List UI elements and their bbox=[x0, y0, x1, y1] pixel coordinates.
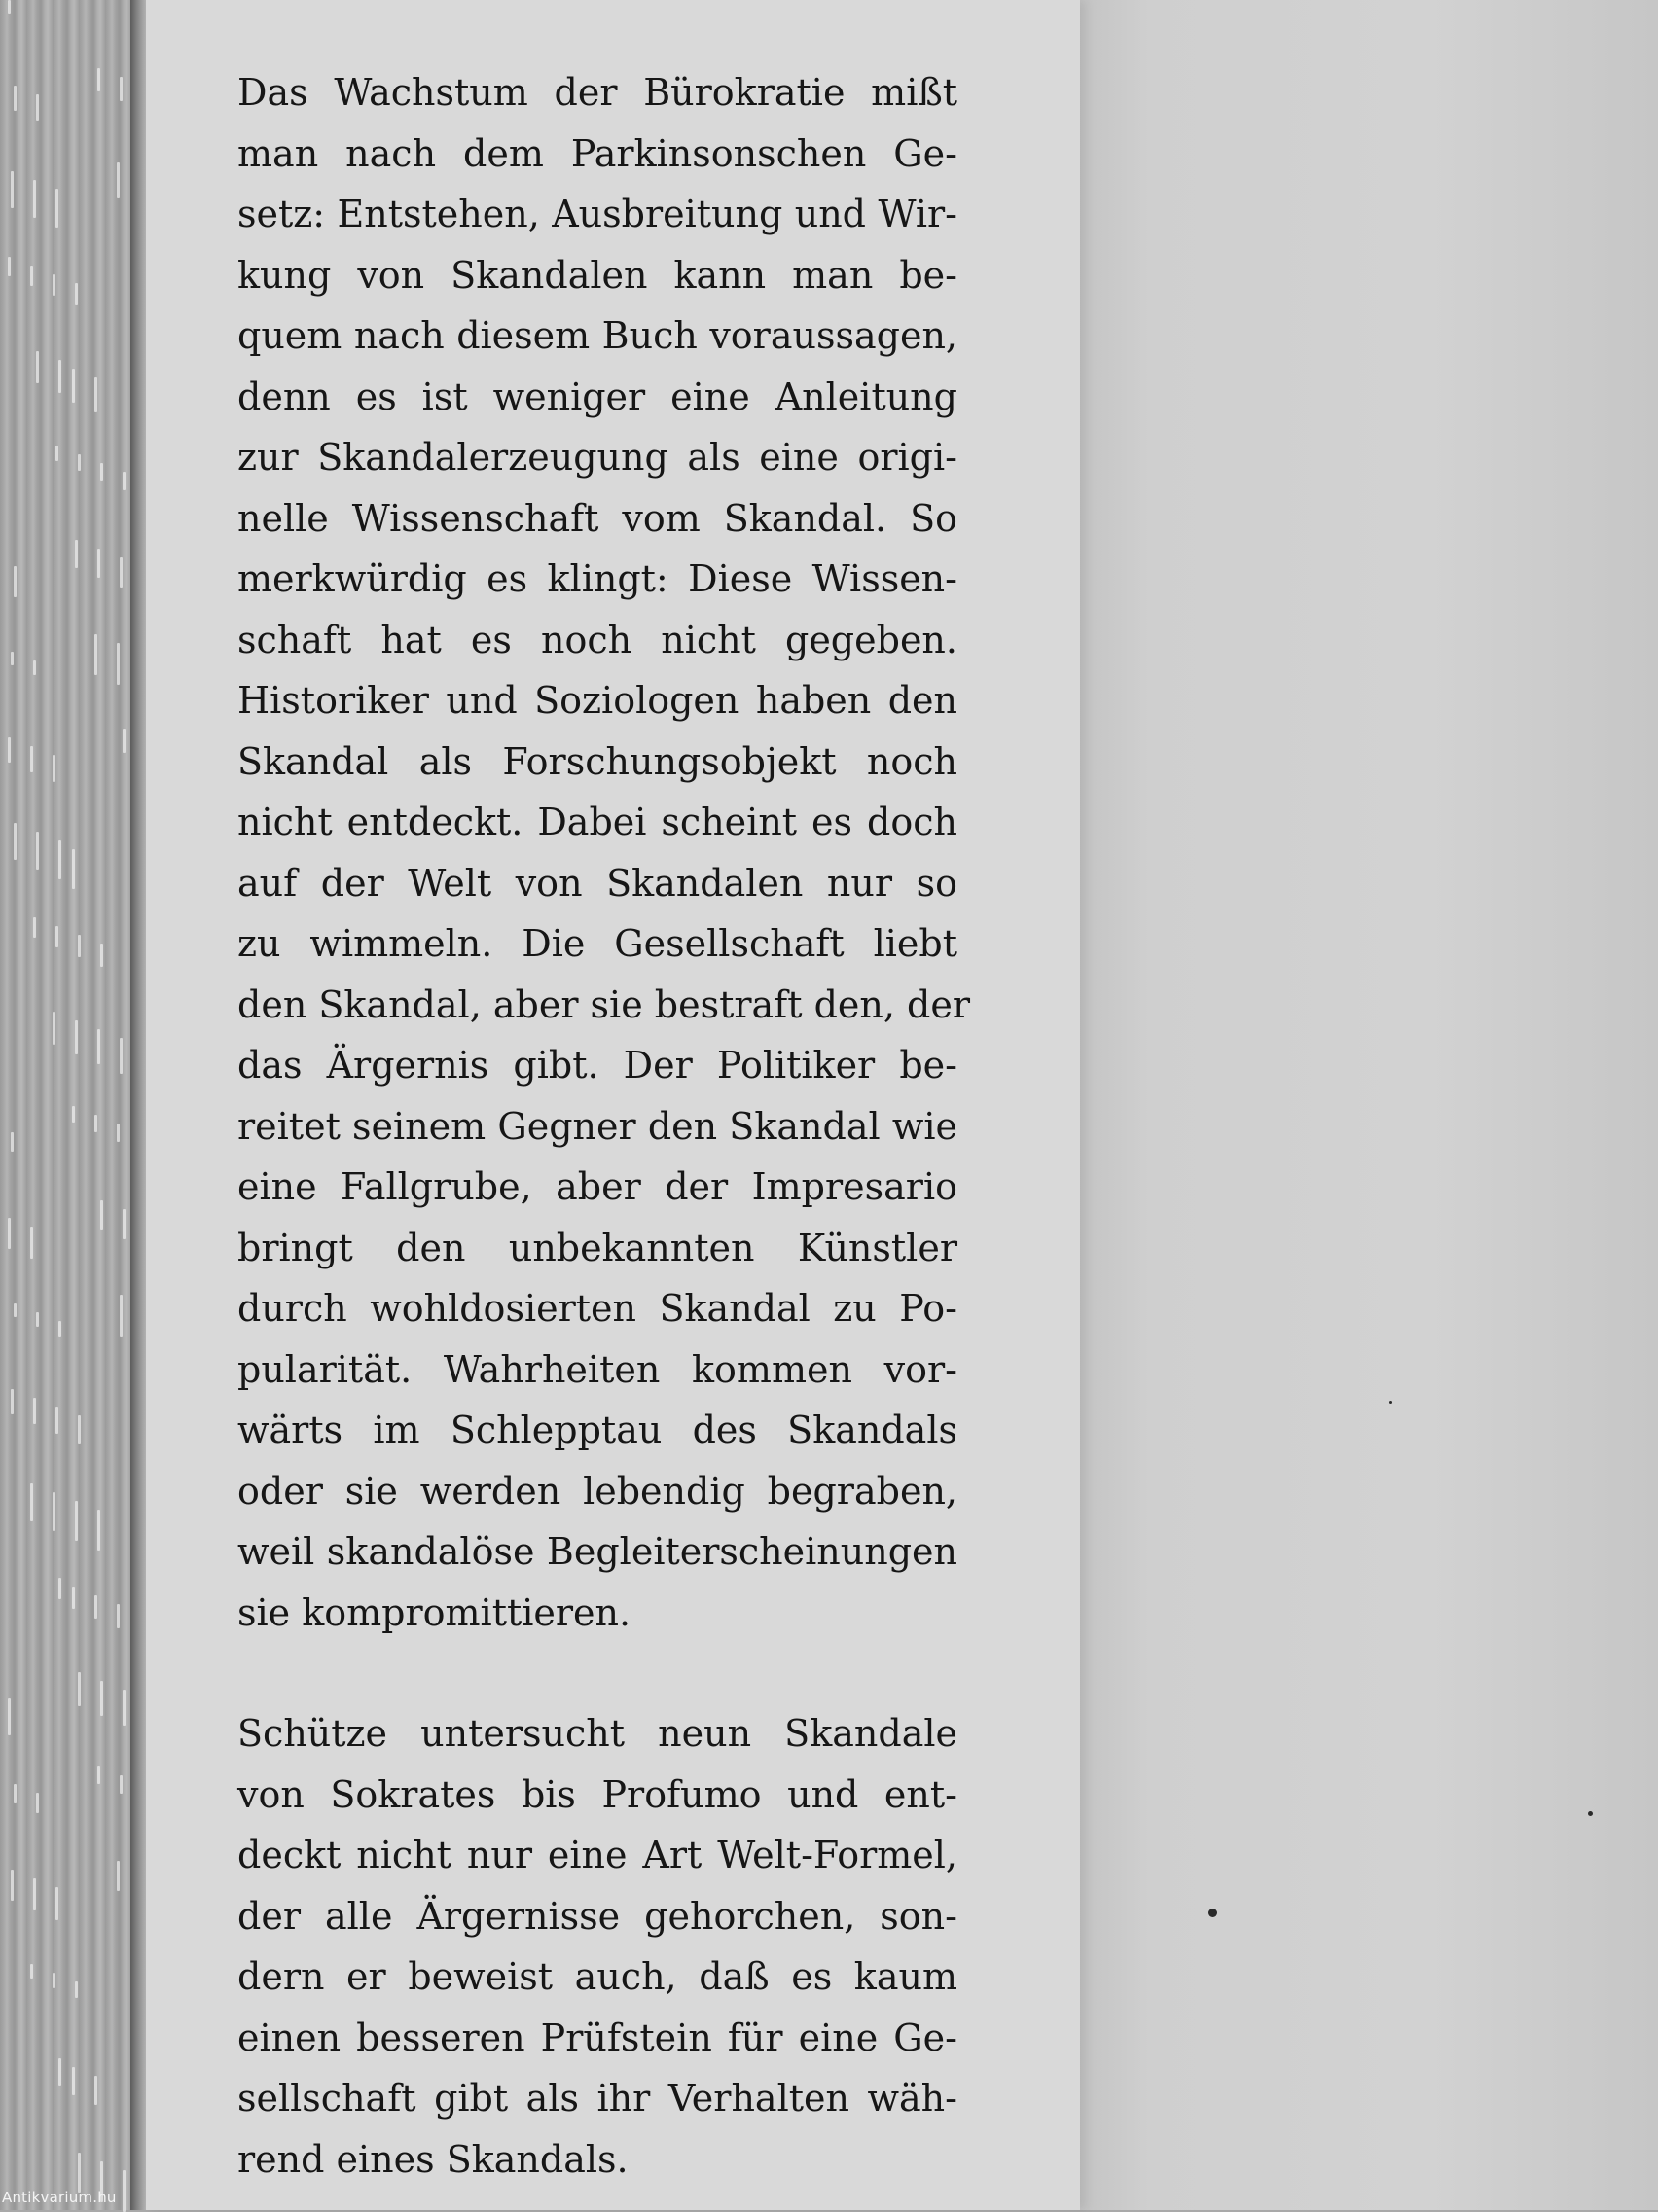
grain-speck bbox=[120, 1295, 123, 1337]
text-line: pularität. Wahrheiten kommen vor- bbox=[237, 1347, 957, 1391]
grain-speck bbox=[117, 1861, 120, 1891]
grain-speck bbox=[58, 840, 61, 879]
text-line: das Ärgernis gibt. Der Politiker be- bbox=[237, 1044, 957, 1087]
grain-speck bbox=[14, 566, 17, 597]
text-line: den Skandal, aber sie bestraft den, der bbox=[237, 982, 971, 1026]
text-line: kung von Skandalen kann man be- bbox=[237, 253, 957, 297]
grain-speck bbox=[33, 180, 36, 218]
grain-speck bbox=[78, 935, 81, 957]
grain-speck bbox=[14, 86, 17, 111]
watermark: Antikvarium.hu bbox=[2, 2189, 117, 2206]
text-line: wärts im Schlepptau des Skandals bbox=[237, 1409, 957, 1451]
text-line: dern er beweist auch, daß es kaum bbox=[237, 1955, 957, 1998]
text-line: zu wimmeln. Die Gesellschaft liebt bbox=[237, 922, 957, 965]
grain-speck bbox=[30, 266, 33, 286]
grain-speck bbox=[75, 1501, 78, 1541]
grain-speck bbox=[33, 1398, 36, 1424]
grain-speck bbox=[123, 1209, 126, 1239]
grain-speck bbox=[58, 1321, 61, 1337]
text-line: nelle Wissenschaft vom Skandal. So bbox=[237, 496, 957, 540]
grain-speck bbox=[55, 1887, 58, 1920]
grain-speck bbox=[75, 1981, 78, 1998]
grain-speck bbox=[120, 1038, 123, 1074]
grain-speck bbox=[78, 1415, 81, 1444]
grain-speck bbox=[72, 1587, 75, 1609]
grain-speck bbox=[36, 1793, 39, 1813]
paper-speck bbox=[1208, 1909, 1217, 1917]
grain-speck bbox=[8, 1218, 11, 1249]
grain-speck bbox=[30, 1964, 33, 1979]
text-line: Das Wachstum der Bürokratie mißt bbox=[237, 71, 957, 114]
grain-speck bbox=[94, 1595, 97, 1619]
grain-speck bbox=[120, 1775, 123, 1794]
text-line: man nach dem Parkinsonschen Ge- bbox=[237, 131, 957, 175]
grain-speck bbox=[100, 1200, 103, 1230]
grain-speck bbox=[36, 94, 39, 121]
text-line: Schütze untersucht neun Skandale bbox=[237, 1712, 957, 1755]
text-line: nicht entdeckt. Dabei scheint es doch bbox=[237, 801, 957, 843]
grain-speck bbox=[117, 1124, 120, 1142]
grain-speck bbox=[123, 472, 126, 490]
grain-speck bbox=[72, 1106, 75, 1123]
grain-speck bbox=[14, 1784, 17, 1803]
text-line: Skandal als Forschungsobjekt noch bbox=[237, 739, 957, 783]
blank-sheet bbox=[1080, 0, 1658, 2210]
text-line: zur Skandalerzeugung als eine origi- bbox=[237, 436, 957, 479]
grain-speck bbox=[100, 463, 103, 481]
grain-speck bbox=[8, 1698, 11, 1735]
grain-speck bbox=[33, 917, 36, 938]
text-line: bringt den unbekannten Künstler bbox=[237, 1226, 957, 1269]
text-line: setz: Entstehen, Ausbreitung und Wir- bbox=[237, 193, 957, 235]
grain-speck bbox=[36, 832, 39, 870]
text-line: auf der Welt von Skandalen nur so bbox=[237, 861, 957, 905]
text-line: reitet seinem Gegner den Skandal wie bbox=[237, 1104, 957, 1148]
paper-speck bbox=[1389, 1401, 1392, 1404]
grain-speck bbox=[53, 1973, 55, 1988]
text-line: sie kompromittieren. bbox=[237, 1590, 631, 1634]
grain-speck bbox=[94, 2076, 97, 2105]
grain-speck bbox=[117, 1604, 120, 1628]
grain-speck bbox=[100, 1681, 103, 1716]
text-line: eine Fallgrube, aber der Impresario bbox=[237, 1165, 957, 1208]
grain-speck bbox=[33, 1878, 36, 1910]
grain-speck bbox=[94, 377, 97, 412]
grain-speck bbox=[33, 660, 36, 675]
grain-speck bbox=[8, 0, 11, 14]
grain-speck bbox=[97, 1029, 100, 1064]
grain-speck bbox=[14, 823, 17, 860]
grain-speck bbox=[78, 454, 81, 471]
grain-speck bbox=[55, 1407, 58, 1434]
grain-speck bbox=[53, 755, 55, 782]
grain-speck bbox=[123, 1690, 126, 1726]
text-line: durch wohldosierten Skandal zu Po- bbox=[237, 1287, 957, 1330]
text-line: quem nach diesem Buch voraussagen, bbox=[237, 314, 957, 357]
grain-speck bbox=[78, 1672, 81, 1706]
grain-speck bbox=[94, 1115, 97, 1132]
grain-speck bbox=[11, 652, 14, 665]
grain-speck bbox=[97, 68, 100, 91]
grain-speck bbox=[97, 1766, 100, 1784]
grain-speck bbox=[72, 849, 75, 889]
grain-speck bbox=[36, 351, 39, 383]
grain-speck bbox=[58, 2058, 61, 2086]
blurb-text bbox=[237, 62, 971, 2190]
grain-speck bbox=[100, 944, 103, 967]
text-line: deckt nicht nur eine Art Welt-Formel, bbox=[237, 1834, 957, 1876]
grain-speck bbox=[72, 369, 75, 403]
grain-speck bbox=[11, 1389, 14, 1414]
grain-speck bbox=[11, 1870, 14, 1901]
grain-speck bbox=[58, 1578, 61, 1599]
grain-speck bbox=[75, 283, 78, 305]
text-line: schaft hat es noch nicht gegeben. bbox=[237, 618, 957, 661]
grain-speck bbox=[30, 1483, 33, 1521]
grain-speck bbox=[11, 171, 14, 208]
grain-speck bbox=[30, 1227, 33, 1259]
text-line: denn es ist weniger eine Anleitung bbox=[237, 375, 957, 418]
grain-speck bbox=[120, 557, 123, 588]
grain-speck bbox=[72, 2067, 75, 2095]
grain-speck bbox=[75, 540, 78, 568]
text-line: rend eines Skandals. bbox=[237, 2137, 629, 2181]
grain-speck bbox=[55, 446, 58, 461]
text-line: der alle Ärgernisse gehorchen, son- bbox=[237, 1894, 957, 1938]
grain-speck bbox=[120, 77, 123, 101]
paragraph-gap bbox=[237, 1643, 957, 1703]
grain-speck bbox=[53, 1012, 55, 1045]
grain-speck bbox=[8, 737, 11, 763]
grain-speck bbox=[53, 274, 55, 296]
grain-speck bbox=[97, 1510, 100, 1551]
grain-speck bbox=[36, 1312, 39, 1327]
grain-speck bbox=[123, 729, 126, 753]
text-line: einen besseren Prüfstein für eine Ge- bbox=[237, 2016, 957, 2059]
wood-backdrop bbox=[0, 0, 146, 2210]
grain-speck bbox=[117, 162, 120, 198]
grain-speck bbox=[123, 2170, 126, 2212]
grain-speck bbox=[55, 189, 58, 228]
grain-speck bbox=[11, 1132, 14, 1152]
grain-speck bbox=[117, 643, 120, 685]
text-line: von Sokrates bis Profumo und ent- bbox=[237, 1772, 957, 1816]
text-line: oder sie werden lebendig begraben, bbox=[237, 1469, 957, 1513]
grain-speck bbox=[94, 634, 97, 675]
text-line: merkwürdig es klingt: Diese Wissen- bbox=[237, 557, 957, 600]
text-line: weil skandalöse Begleiterscheinungen bbox=[237, 1530, 957, 1573]
paper-speck bbox=[1588, 1811, 1593, 1816]
grain-speck bbox=[78, 2153, 81, 2193]
text-line: Historiker und Soziologen haben den bbox=[237, 679, 957, 722]
grain-speck bbox=[53, 1492, 55, 1531]
grain-speck bbox=[75, 1020, 78, 1054]
grain-speck bbox=[97, 549, 100, 578]
grain-speck bbox=[14, 1303, 17, 1317]
grain-speck bbox=[8, 257, 11, 276]
text-line: sellschaft gibt als ihr Verhalten wäh- bbox=[237, 2077, 957, 2120]
grain-speck bbox=[55, 926, 58, 947]
grain-speck bbox=[30, 746, 33, 772]
grain-speck bbox=[58, 360, 61, 393]
